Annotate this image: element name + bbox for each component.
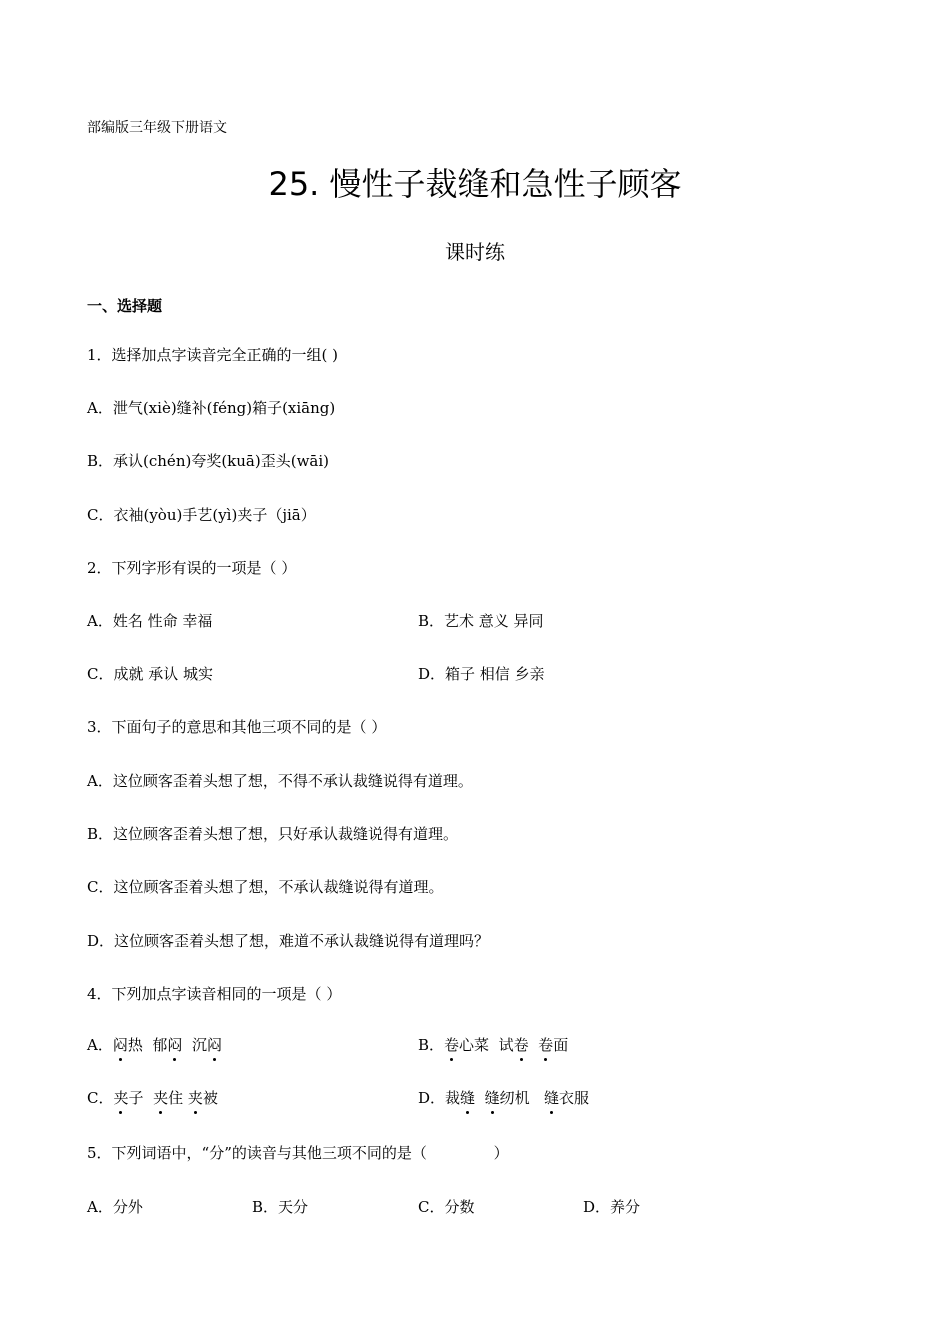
question-1-option-c: C．衣袖(yòu)手艺(yì)夹子（jiā）: [87, 506, 316, 524]
word-part: [475, 1089, 485, 1107]
question-2-option-d: D．箱子 相信 乡亲: [418, 665, 545, 683]
word-part: 纫机: [499, 1089, 530, 1107]
question-5-option-a: A．分外: [87, 1198, 143, 1216]
question-4-option-b: [418, 1035, 568, 1055]
question-5-option-c: C．分数: [418, 1198, 475, 1216]
word-part: 衣服: [558, 1089, 589, 1107]
dotted-char: 夹: [113, 1089, 129, 1107]
question-3-stem: 3．下面句子的意思和其他三项不同的是（ ）: [87, 718, 387, 736]
section-heading: 一、选择题: [87, 297, 163, 315]
dotted-char: 夹: [187, 1089, 203, 1107]
question-3-option-c: C．这位顾客歪着头想了想，不承认裁缝说得有道理。: [87, 878, 444, 896]
page-subtitle: 课时练: [445, 240, 505, 264]
question-2-option-a: A．姓名 性命 幸福: [87, 612, 213, 630]
question-2-stem: 2．下列字形有误的一项是（ ）: [87, 559, 297, 577]
word-part: [530, 1089, 544, 1107]
word-part: 热: [127, 1036, 143, 1054]
question-4-option-a: [87, 1035, 222, 1055]
word-part: 裁: [445, 1089, 461, 1107]
dotted-char: 闷: [112, 1036, 128, 1054]
dotted-char: 缝: [543, 1089, 559, 1107]
dotted-char: 闷: [167, 1036, 183, 1054]
question-4-option-c: [87, 1088, 218, 1108]
question-2-option-c: C．成就 承认 城实: [87, 665, 214, 683]
word-part: 心菜: [459, 1036, 490, 1054]
word-part: 郁: [142, 1036, 168, 1054]
question-5-option-d: D．养分: [583, 1198, 641, 1216]
word-part: 面: [553, 1036, 569, 1054]
question-1-option-b: B．承认(chén)夸奖(kuā)歪头(wāi): [87, 452, 330, 470]
question-1-stem: 1．选择加点字读音完全正确的一组( ): [87, 346, 339, 364]
dotted-char: 缝: [460, 1089, 476, 1107]
page-title: 25. 慢性子裁缝和急性子顾客: [268, 165, 682, 203]
question-4-stem: 4．下列加点字读音相同的一项是（ ）: [87, 985, 342, 1003]
question-4-option-d: [418, 1088, 589, 1108]
dotted-char: 缝: [484, 1089, 500, 1107]
question-3-option-a: A．这位顾客歪着头想了想，不得不承认裁缝说得有道理。: [87, 772, 473, 790]
option-label: A．: [87, 1036, 113, 1054]
word-part: 住: [168, 1089, 184, 1107]
question-5-option-b: B．天分: [252, 1198, 309, 1216]
dotted-char: 闷: [206, 1036, 222, 1054]
dotted-char: 卷: [513, 1036, 529, 1054]
word-part: [144, 1089, 154, 1107]
option-label: D．: [418, 1089, 446, 1107]
dotted-char: 卷: [444, 1036, 460, 1054]
dotted-char: 卷: [538, 1036, 554, 1054]
word-part: [529, 1036, 539, 1054]
question-3-option-d: D．这位顾客歪着头想了想，难道不承认裁缝说得有道理吗？: [87, 932, 490, 950]
option-label: B．: [418, 1036, 445, 1054]
word-part: 被: [202, 1089, 218, 1107]
word-part: 试: [489, 1036, 514, 1054]
question-1-option-a: A．泄气(xiè)缝补(féng)箱子(xiāng): [87, 399, 336, 417]
question-2-option-b: B．艺术 意义 异同: [418, 612, 544, 630]
word-part: 沉: [182, 1036, 207, 1054]
question-3-option-b: B．这位顾客歪着头想了想，只好承认裁缝说得有道理。: [87, 825, 459, 843]
question-5-stem: 5．下列词语中，“分”的读音与其他三项不同的是（ ）: [87, 1144, 509, 1162]
word-part: 子: [128, 1089, 144, 1107]
dotted-char: 夹: [153, 1089, 169, 1107]
option-label: C．: [87, 1089, 114, 1107]
series-label: 部编版三年级下册语文: [87, 120, 227, 136]
